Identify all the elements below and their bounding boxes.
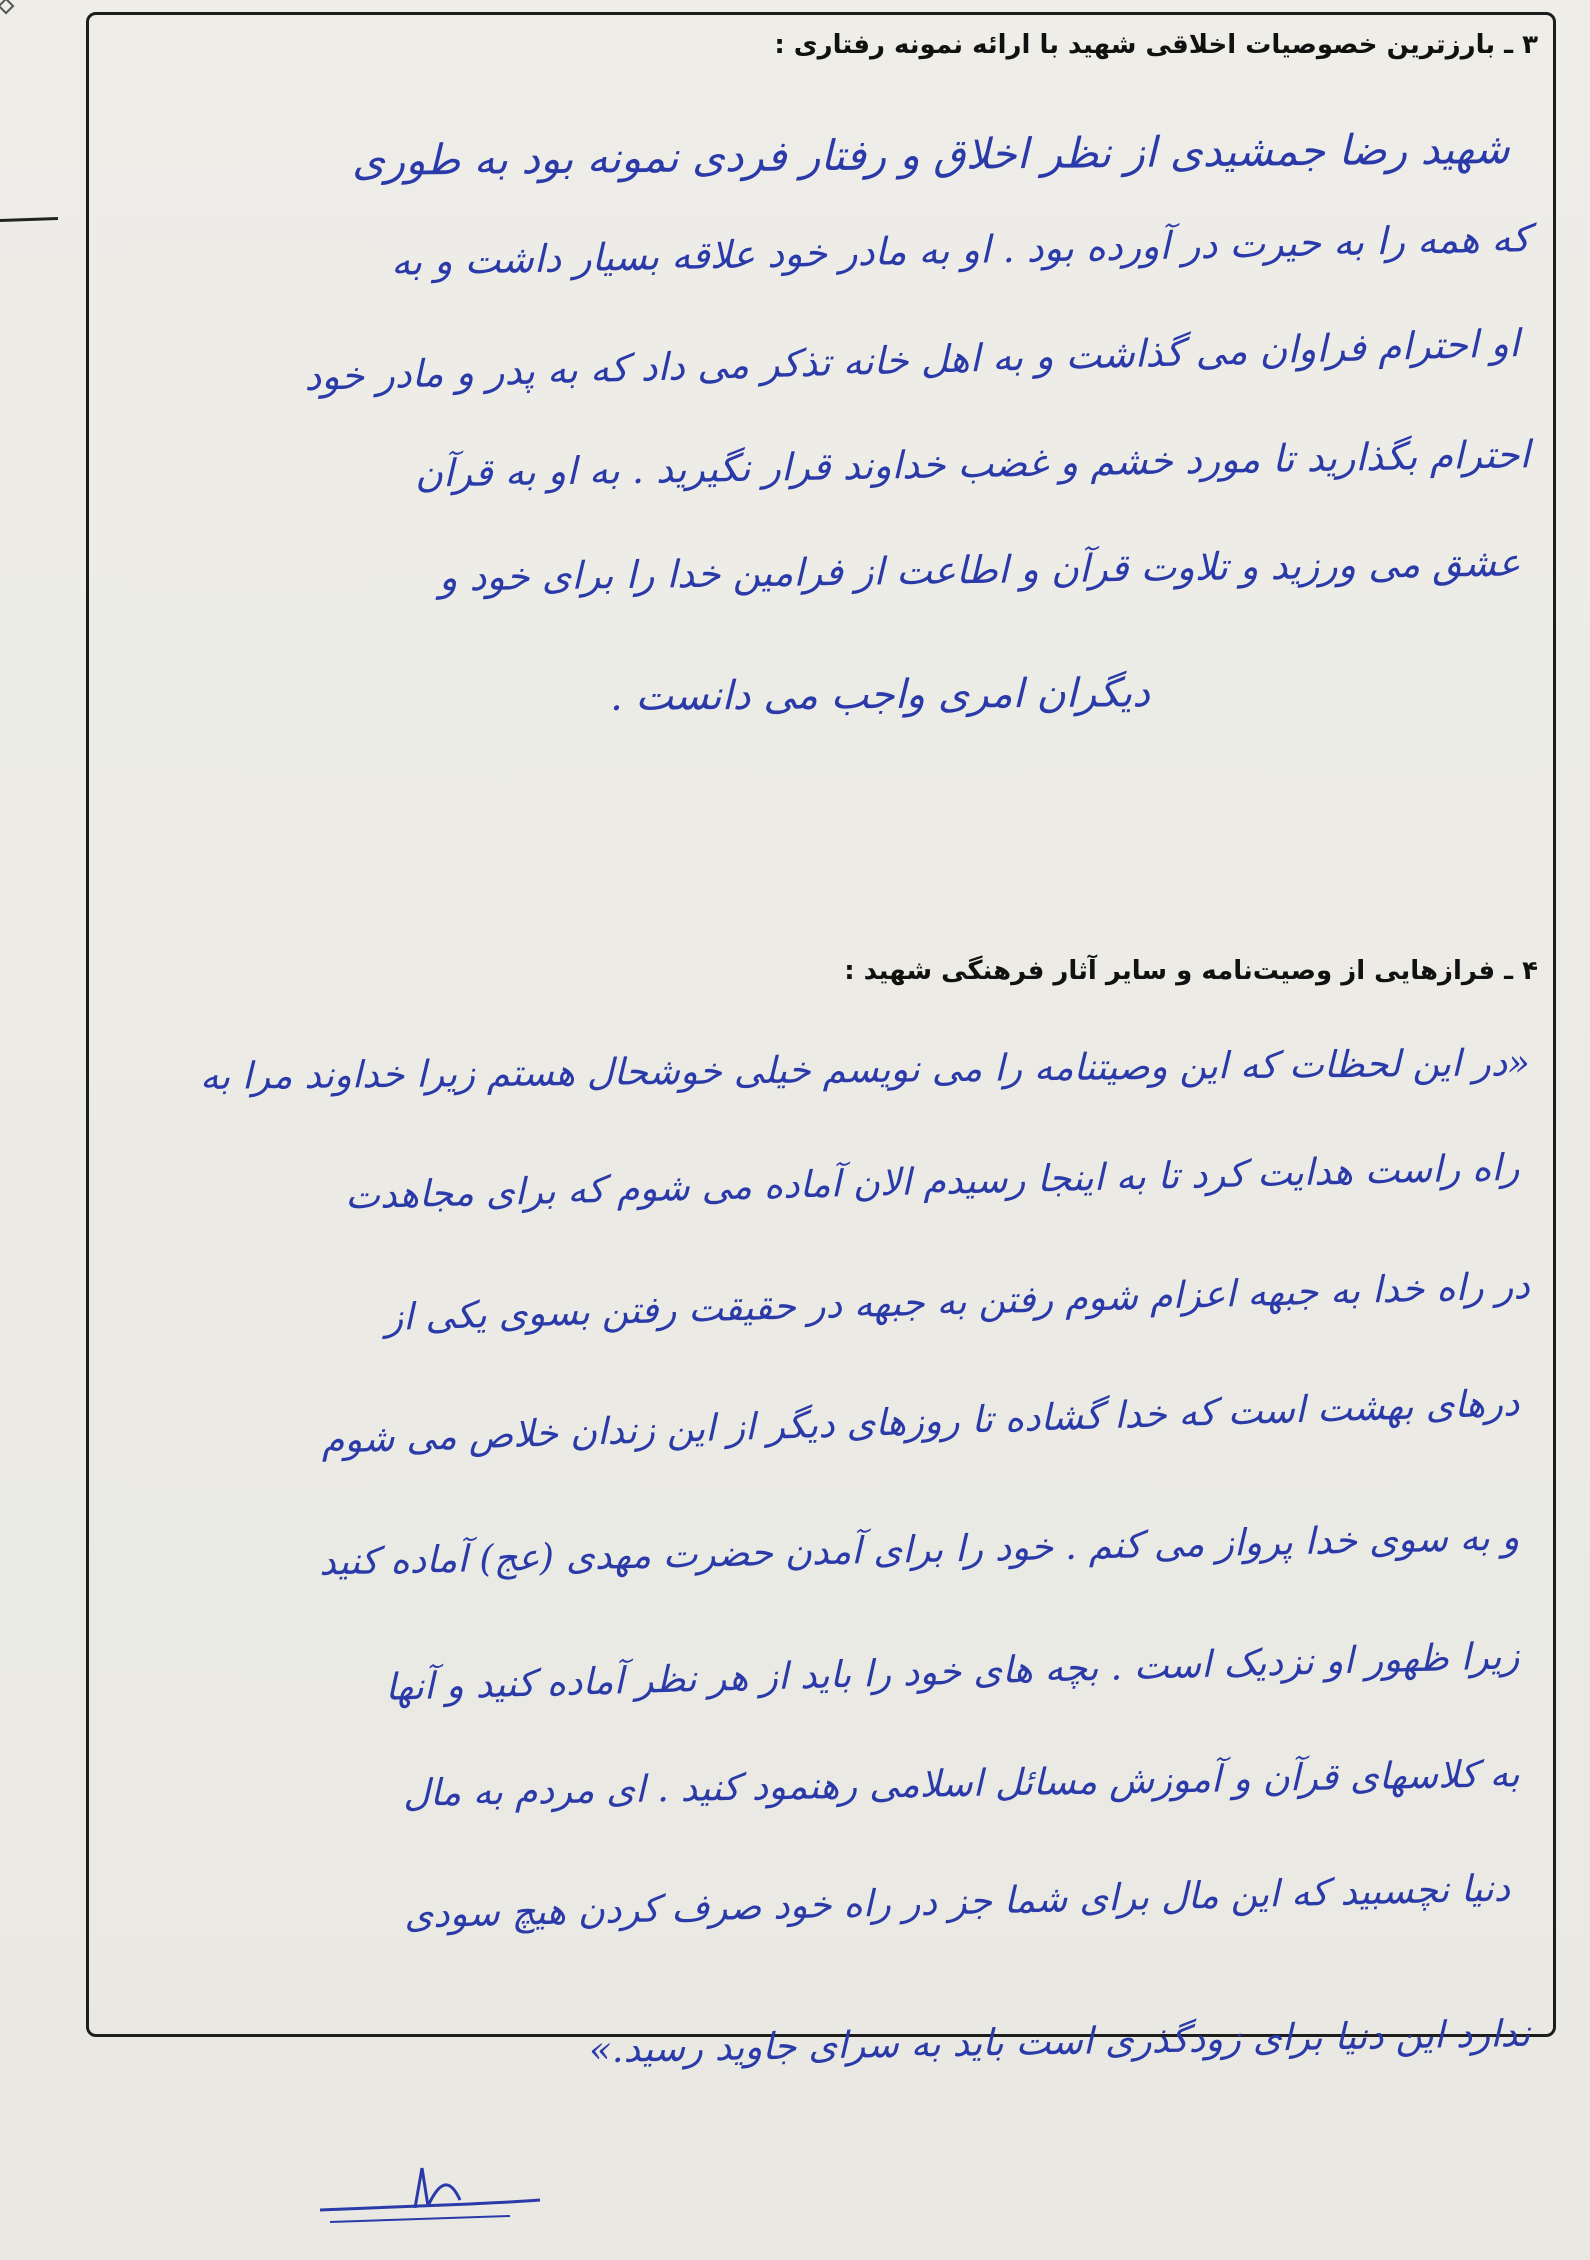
page-border-frame bbox=[86, 12, 1556, 2037]
handwritten-line: دیگران امری واجب می دانست . bbox=[609, 670, 1151, 720]
handwritten-line: عشق می ورزید و تلاوت قرآن و اطاعت از فرامین خدا را برای خود و bbox=[438, 540, 1521, 600]
section-3-heading: ۳ ـ بارزترین خصوصیات اخلاقی شهید با ارائه نمونه رفتاری : bbox=[774, 30, 1538, 60]
handwritten-line: احترام بگذارید تا مورد خشم و غضب خداوند قرار نگیرید . به او به قرآن bbox=[414, 432, 1531, 496]
handwritten-line: درهای بهشت است که خدا گشاده تا روزهای دیگر از این زندان خلاص می شوم bbox=[320, 1381, 1521, 1462]
signature-mark bbox=[300, 2150, 560, 2240]
handwritten-line: زیرا ظهور او نزدیک است . بچه های خود را باید از هر نظر آماده کنید و آنها bbox=[385, 1634, 1521, 1709]
handwritten-line: و به سوی خدا پرواز می کنم . خود را برای آمدن حضرت مهدی (عج) آماده کنید bbox=[319, 1515, 1521, 1584]
handwritten-line: او احترام فراوان می گذاشت و به اهل خانه تذکر می داد که به پدر و مادر خود bbox=[303, 321, 1521, 399]
handwritten-line: «در این لحظات که این وصیتنامه را می نویسم خیلی خوشحال هستم زیرا خداوند مرا به bbox=[199, 1041, 1531, 1098]
handwritten-line: به کلاسهای قرآن و آموزش مسائل اسلامی رهنمود کنید . ای مردم به مال bbox=[402, 1752, 1521, 1815]
handwritten-line: راه راست هدایت کرد تا به اینجا رسیدم الان آماده می شوم که برای مجاهدت bbox=[345, 1145, 1521, 1218]
handwritten-line: ندارد این دنیا برای زودگذری است باید به سرای جاوید رسید.» bbox=[588, 2011, 1531, 2072]
margin-mark bbox=[0, 217, 58, 222]
handwritten-line: شهید رضا جمشیدی از نظر اخلاق و رفتار فردی نمونه بود به طوری bbox=[352, 123, 1511, 186]
handwritten-line: که همه را به حیرت در آورده بود . او به مادر خود علاقه بسیار داشت و به bbox=[390, 216, 1531, 284]
staple-hole bbox=[0, 0, 14, 14]
section-4-heading: ۴ ـ فرازهایی از وصیت‌نامه و سایر آثار فرهنگی شهید : bbox=[844, 956, 1538, 986]
handwritten-line: دنیا نچسبید که این مال برای شما جز در راه خود صرف کردن هیچ سودی bbox=[403, 1866, 1511, 1937]
handwritten-line: در راه خدا به جبهه اعزام شوم رفتن به جبهه در حقیقت رفتن بسوی یکی از bbox=[384, 1264, 1531, 1339]
